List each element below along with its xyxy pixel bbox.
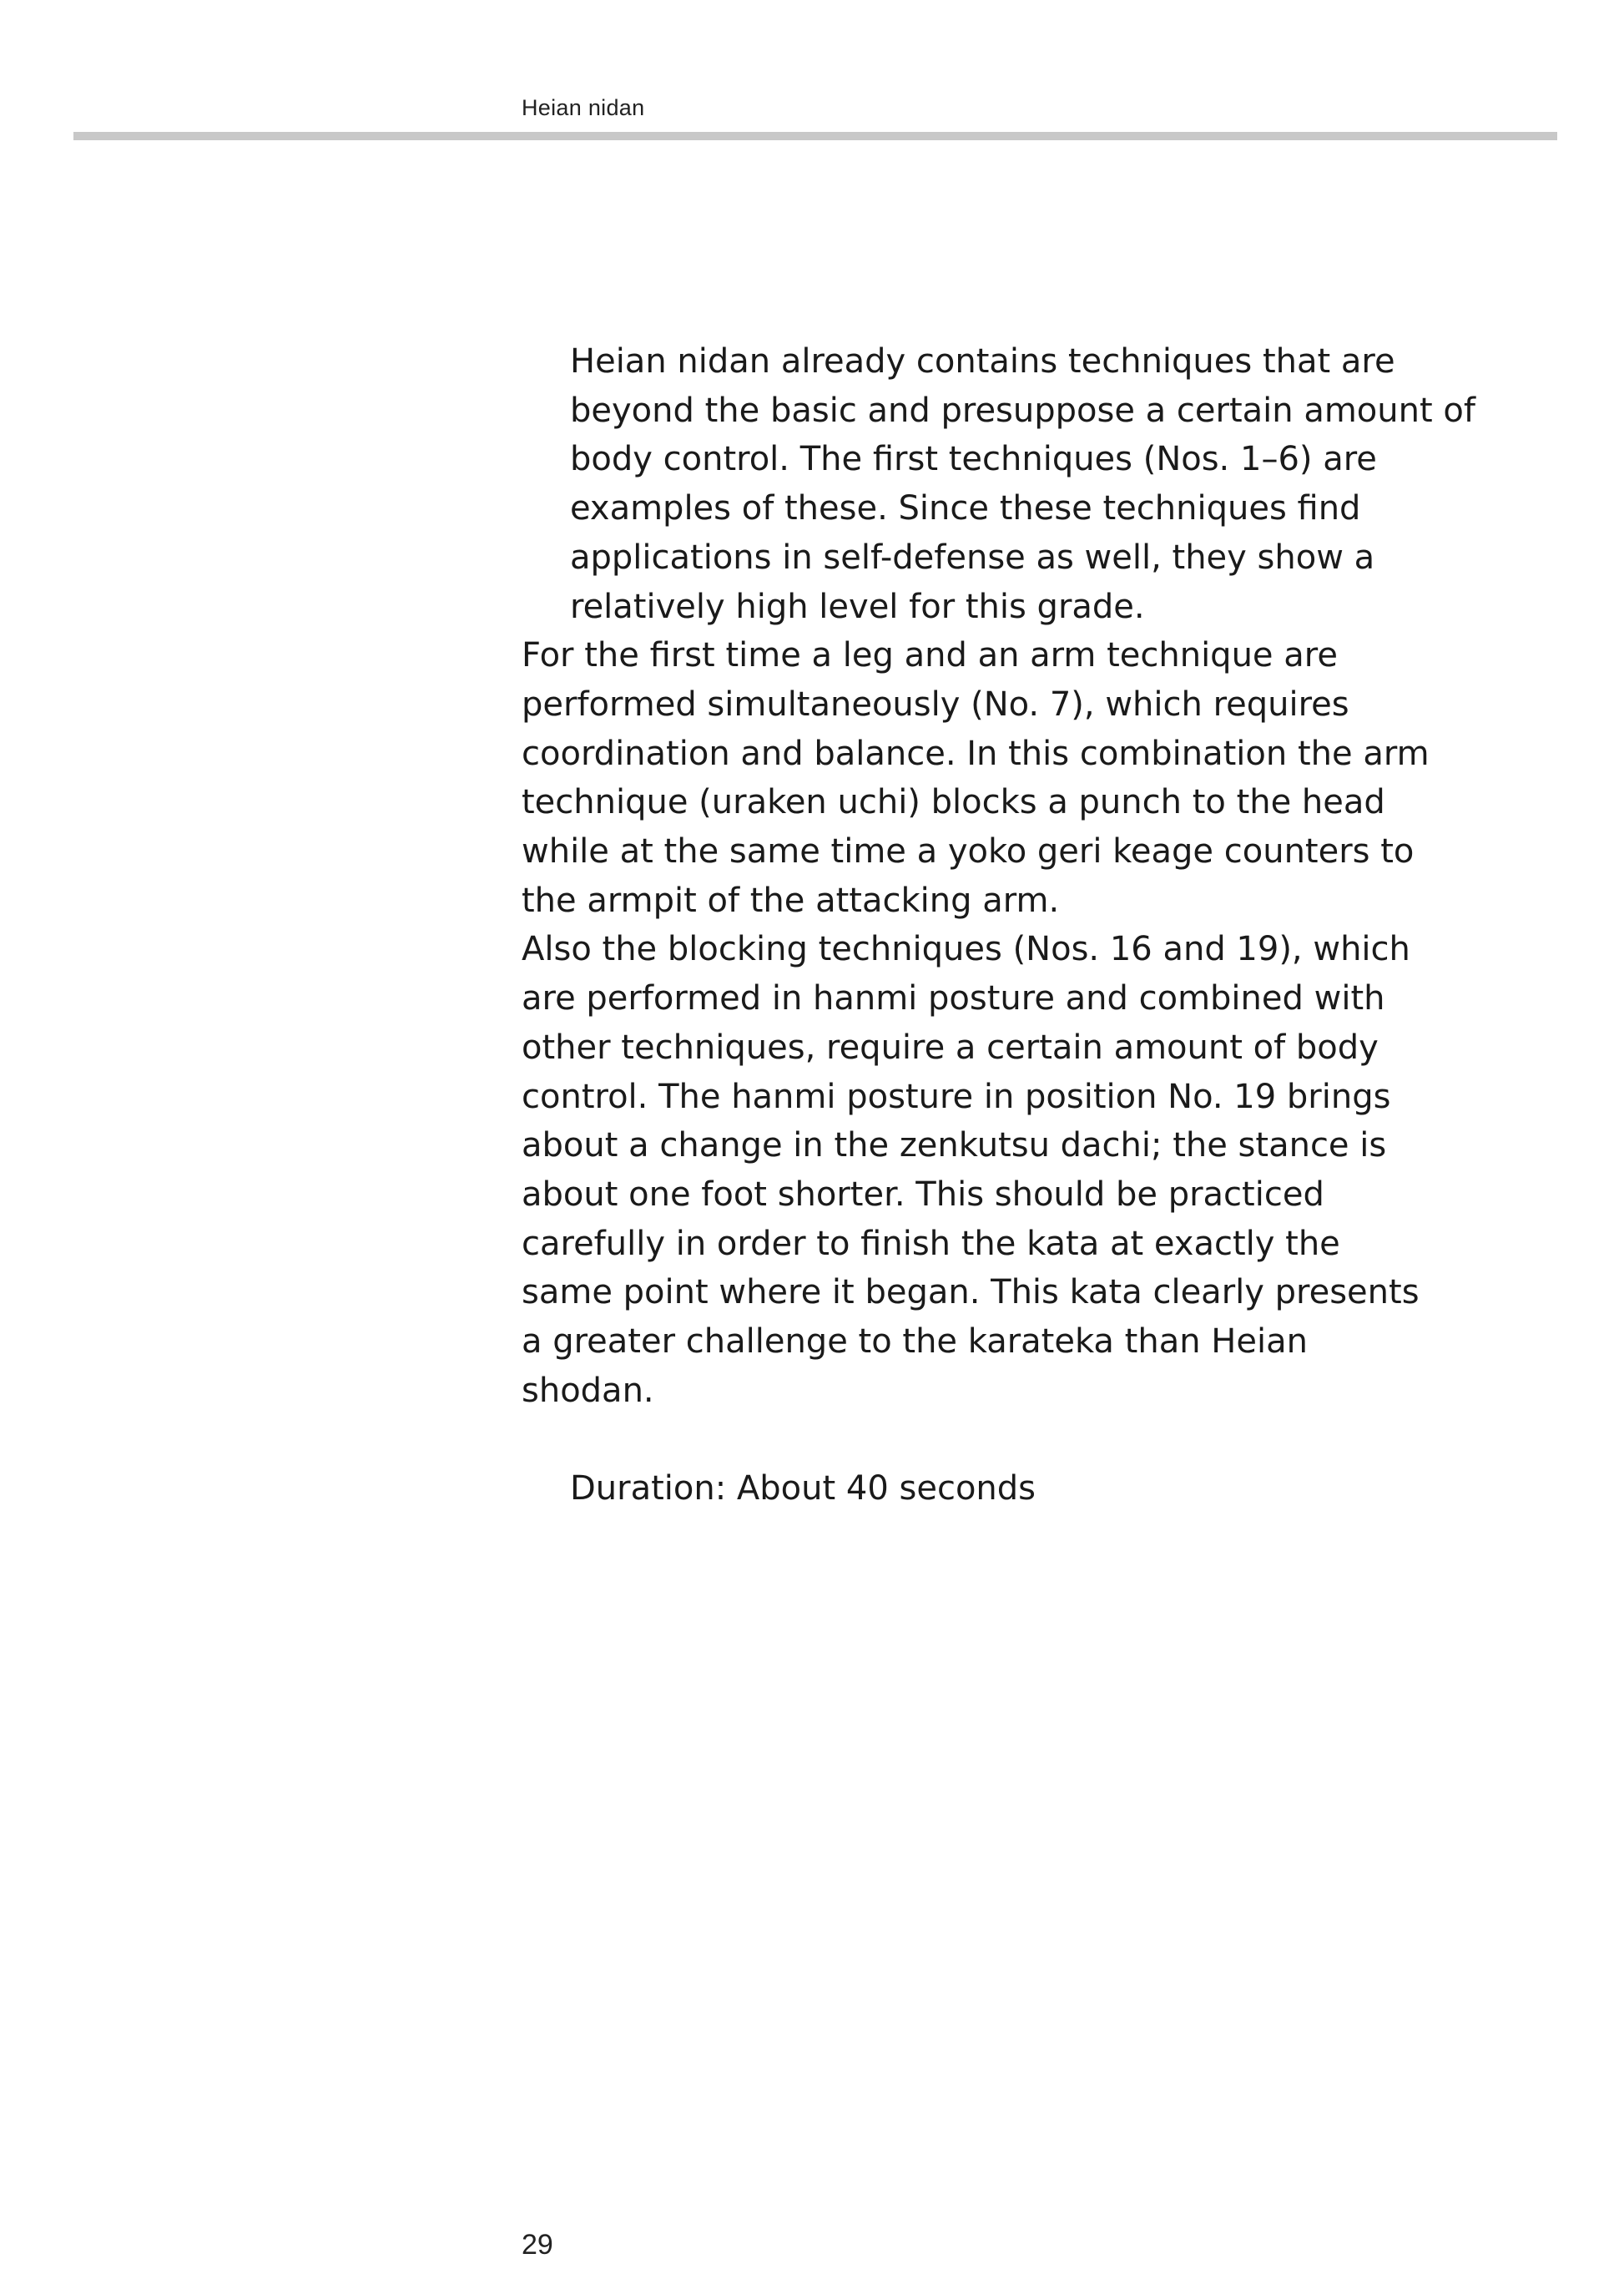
text-line: For the first time a leg and an arm technique are: [522, 636, 1338, 675]
text-line: shodan.: [522, 1371, 654, 1410]
paragraph-blocking: [522, 925, 1431, 1415]
text-line: while at the same time a yoko geri keage counters to: [522, 832, 1415, 872]
running-title: Heian nidan: [522, 95, 645, 120]
text-line: are performed in hanmi posture and combined with: [522, 979, 1385, 1018]
body-text: [522, 337, 1475, 1513]
paragraph-combination: [522, 631, 1431, 925]
text-line: technique (uraken uchi) blocks a punch to the head: [522, 783, 1385, 822]
paragraph-intro: [522, 337, 1475, 631]
page-number: 29: [522, 2229, 553, 2261]
text-line: Heian nidan already contains techniques that are: [570, 342, 1395, 381]
text-line: beyond the basic and presuppose a certain amount of: [570, 391, 1475, 430]
text-line: a greater challenge to the karateka than Heian: [522, 1322, 1308, 1362]
duration-note: Duration: About 40 seconds: [570, 1469, 1036, 1508]
text-line: same point where it began. This kata clearly presents: [522, 1273, 1420, 1312]
text-line: relatively high level for this grade.: [570, 587, 1145, 626]
text-line: control. The hanmi posture in position No. 19 brings: [522, 1077, 1391, 1116]
text-line: body control. The first techniques (Nos. 1–6) are: [570, 440, 1377, 479]
text-line: about one foot shorter. This should be practiced: [522, 1175, 1324, 1214]
text-line: examples of these. Since these techniques find: [570, 489, 1361, 528]
text-line: carefully in order to finish the kata at exactly the: [522, 1224, 1340, 1263]
text-line: applications in self-defense as well, they show a: [570, 538, 1375, 577]
text-line: Also the blocking techniques (Nos. 16 and 19), which: [522, 930, 1410, 969]
text-line: the armpit of the attacking arm.: [522, 881, 1060, 920]
text-line: coordination and balance. In this combination the arm: [522, 734, 1430, 773]
text-line: other techniques, require a certain amount of body: [522, 1028, 1379, 1067]
text-line: performed simultaneously (No. 7), which requires: [522, 685, 1349, 724]
text-line: about a change in the zenkutsu dachi; the stance is: [522, 1126, 1387, 1165]
header-rule: [73, 132, 1557, 140]
